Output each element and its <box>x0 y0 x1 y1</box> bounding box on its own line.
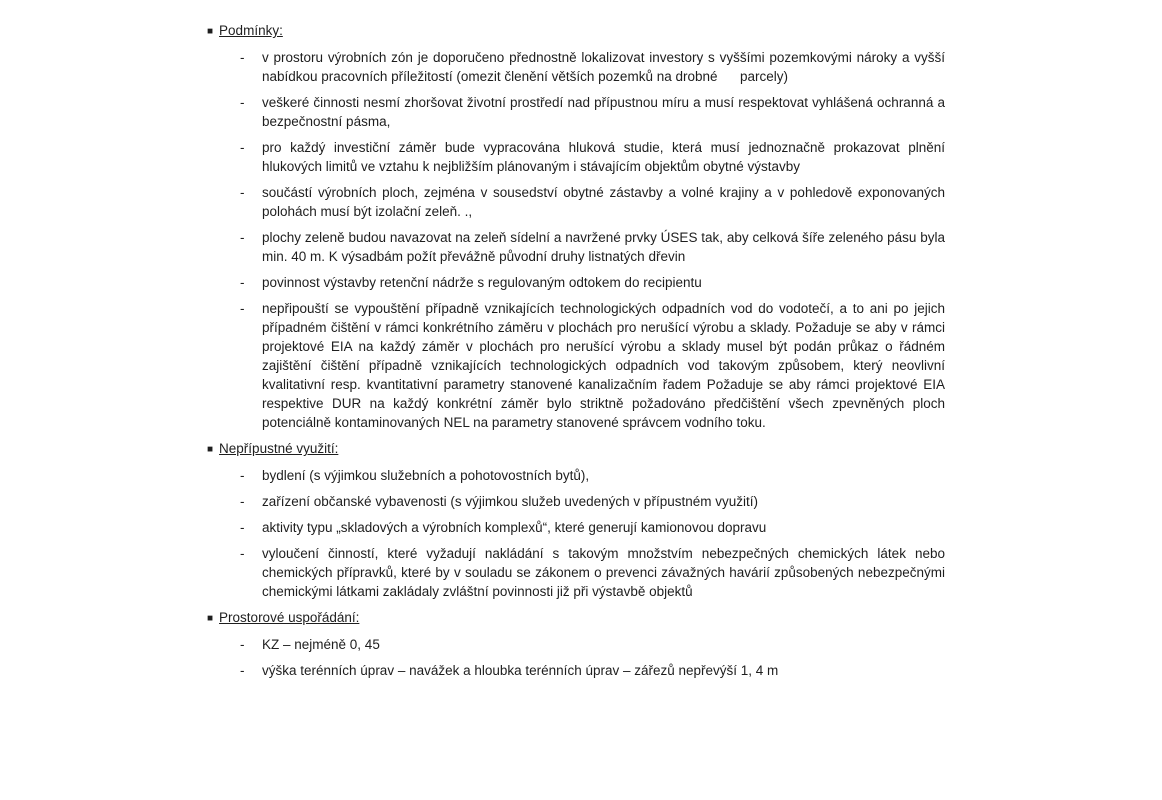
list-item <box>207 466 947 485</box>
dash-bullet-icon: - <box>240 95 245 110</box>
list-item-text: v prostoru výrobních zón je doporučeno přednostně lokalizovat investory s vyššími pozemkovými nároky a vyšší nabídkou pracovních příležitostí (omezit členění větších pozemků na drobné parcely) <box>262 50 945 84</box>
section-podminky <box>207 21 947 432</box>
list-item <box>207 635 947 654</box>
square-bullet-icon: ■ <box>207 444 214 455</box>
dash-bullet-icon: - <box>240 50 245 65</box>
list-item <box>207 661 947 680</box>
dash-bullet-icon: - <box>240 637 245 652</box>
list-item-text: nepřipouští se vypouštění případně vznikajících technologických odpadních vod do vodotečí, a to ani po jejich případném čištění v rámci konkrétního záměru v plochách pro nerušící výrobu a sklady. Požaduje se aby v rámci projektové EIA na každý záměr v plochách pro nerušící výrobu a sklady musel být podán průkaz o řádném zajištění čištění případně vznikajících technologických odpadních vod takovým způsobem, který neovlivní kvalitativní resp. kvantitativní parametry stanovené kanalizačním řadem Požaduje se aby rámci projektové EIA respektive DUR na každý konkrétní záměr bylo striktně požadováno předčištění všech zpevněných ploch potenciálně kontaminovaných NEL na parametry stanovené správcem vodního toku. <box>262 301 945 430</box>
section-heading-label: Prostorové uspořádání: <box>219 610 360 625</box>
list-item <box>207 273 947 292</box>
section-heading <box>207 439 947 460</box>
dash-bullet-icon: - <box>240 520 245 535</box>
list-item-text: veškeré činnosti nesmí zhoršovat životní prostředí nad přípustnou míru a musí respektovat vyhlášená ochranná a bezpečnostní pásma, <box>262 95 945 129</box>
list-item-text: plochy zeleně budou navazovat na zeleň sídelní a navržené prvky ÚSES tak, aby celková šíře zeleného pásu byla min. 40 m. K výsadbám požít převážně původní druhy listnatých dřevin <box>262 230 945 264</box>
dash-bullet-icon: - <box>240 140 245 155</box>
list-item-text: součástí výrobních ploch, zejména v sousedství obytné zástavby a volné krajiny a v pohledově exponovaných polohách musí být izolační zeleň. ., <box>262 185 945 219</box>
dash-bullet-icon: - <box>240 663 245 678</box>
section-heading-label: Podmínky: <box>219 23 283 38</box>
list-item <box>207 518 947 537</box>
list-item-text: povinnost výstavby retenční nádrže s regulovaným odtokem do recipientu <box>262 275 702 290</box>
list-item <box>207 544 947 601</box>
list-item-text: bydlení (s výjimkou služebních a pohotovostních bytů), <box>262 468 590 483</box>
dash-bullet-icon: - <box>240 468 245 483</box>
square-bullet-icon: ■ <box>207 613 214 624</box>
list-item-text: zařízení občanské vybavenosti (s výjimkou služeb uvedených v přípustném využití) <box>262 494 758 509</box>
list-item <box>207 48 947 86</box>
dash-bullet-icon: - <box>240 185 245 200</box>
list-item <box>207 183 947 221</box>
section-nepripustne-vyuziti <box>207 439 947 601</box>
list-item-text: výška terénních úprav – navážek a hloubka terénních úprav – zářezů nepřevýší 1, 4 m <box>262 663 779 678</box>
dash-bullet-icon: - <box>240 230 245 245</box>
list-item <box>207 228 947 266</box>
dash-bullet-icon: - <box>240 275 245 290</box>
section-heading-label: Nepřípustné využití: <box>219 441 339 456</box>
square-bullet-icon: ■ <box>207 26 214 37</box>
dash-bullet-icon: - <box>240 301 245 316</box>
list-item-text: vyloučení činností, které vyžadují nakládání s takovým množstvím nebezpečných chemických látek nebo chemických přípravků, které by v souladu se zákonem o prevenci závažných havárií způsobených nebezpečnými chemickými látkami zakládaly zvláštní povinnosti již při výstavbě objektů <box>262 546 945 599</box>
dash-bullet-icon: - <box>240 546 245 561</box>
list-item-text: pro každý investiční záměr bude vypracována hluková studie, která musí jednoznačně prokazovat plnění hlukových limitů ve vztahu k nejbližším plánovaným i stávajícím objektům obytné výstavby <box>262 140 945 174</box>
list-item-text: KZ – nejméně 0, 45 <box>262 637 380 652</box>
list-item <box>207 299 947 432</box>
section-heading <box>207 608 947 629</box>
list-item-text: aktivity typu „skladových a výrobních komplexů“, které generují kamionovou dopravu <box>262 520 767 535</box>
dash-bullet-icon: - <box>240 494 245 509</box>
section-heading <box>207 21 947 42</box>
section-prostorove-usporadani <box>207 608 947 680</box>
list-item <box>207 492 947 511</box>
list-item <box>207 93 947 131</box>
list-item <box>207 138 947 176</box>
